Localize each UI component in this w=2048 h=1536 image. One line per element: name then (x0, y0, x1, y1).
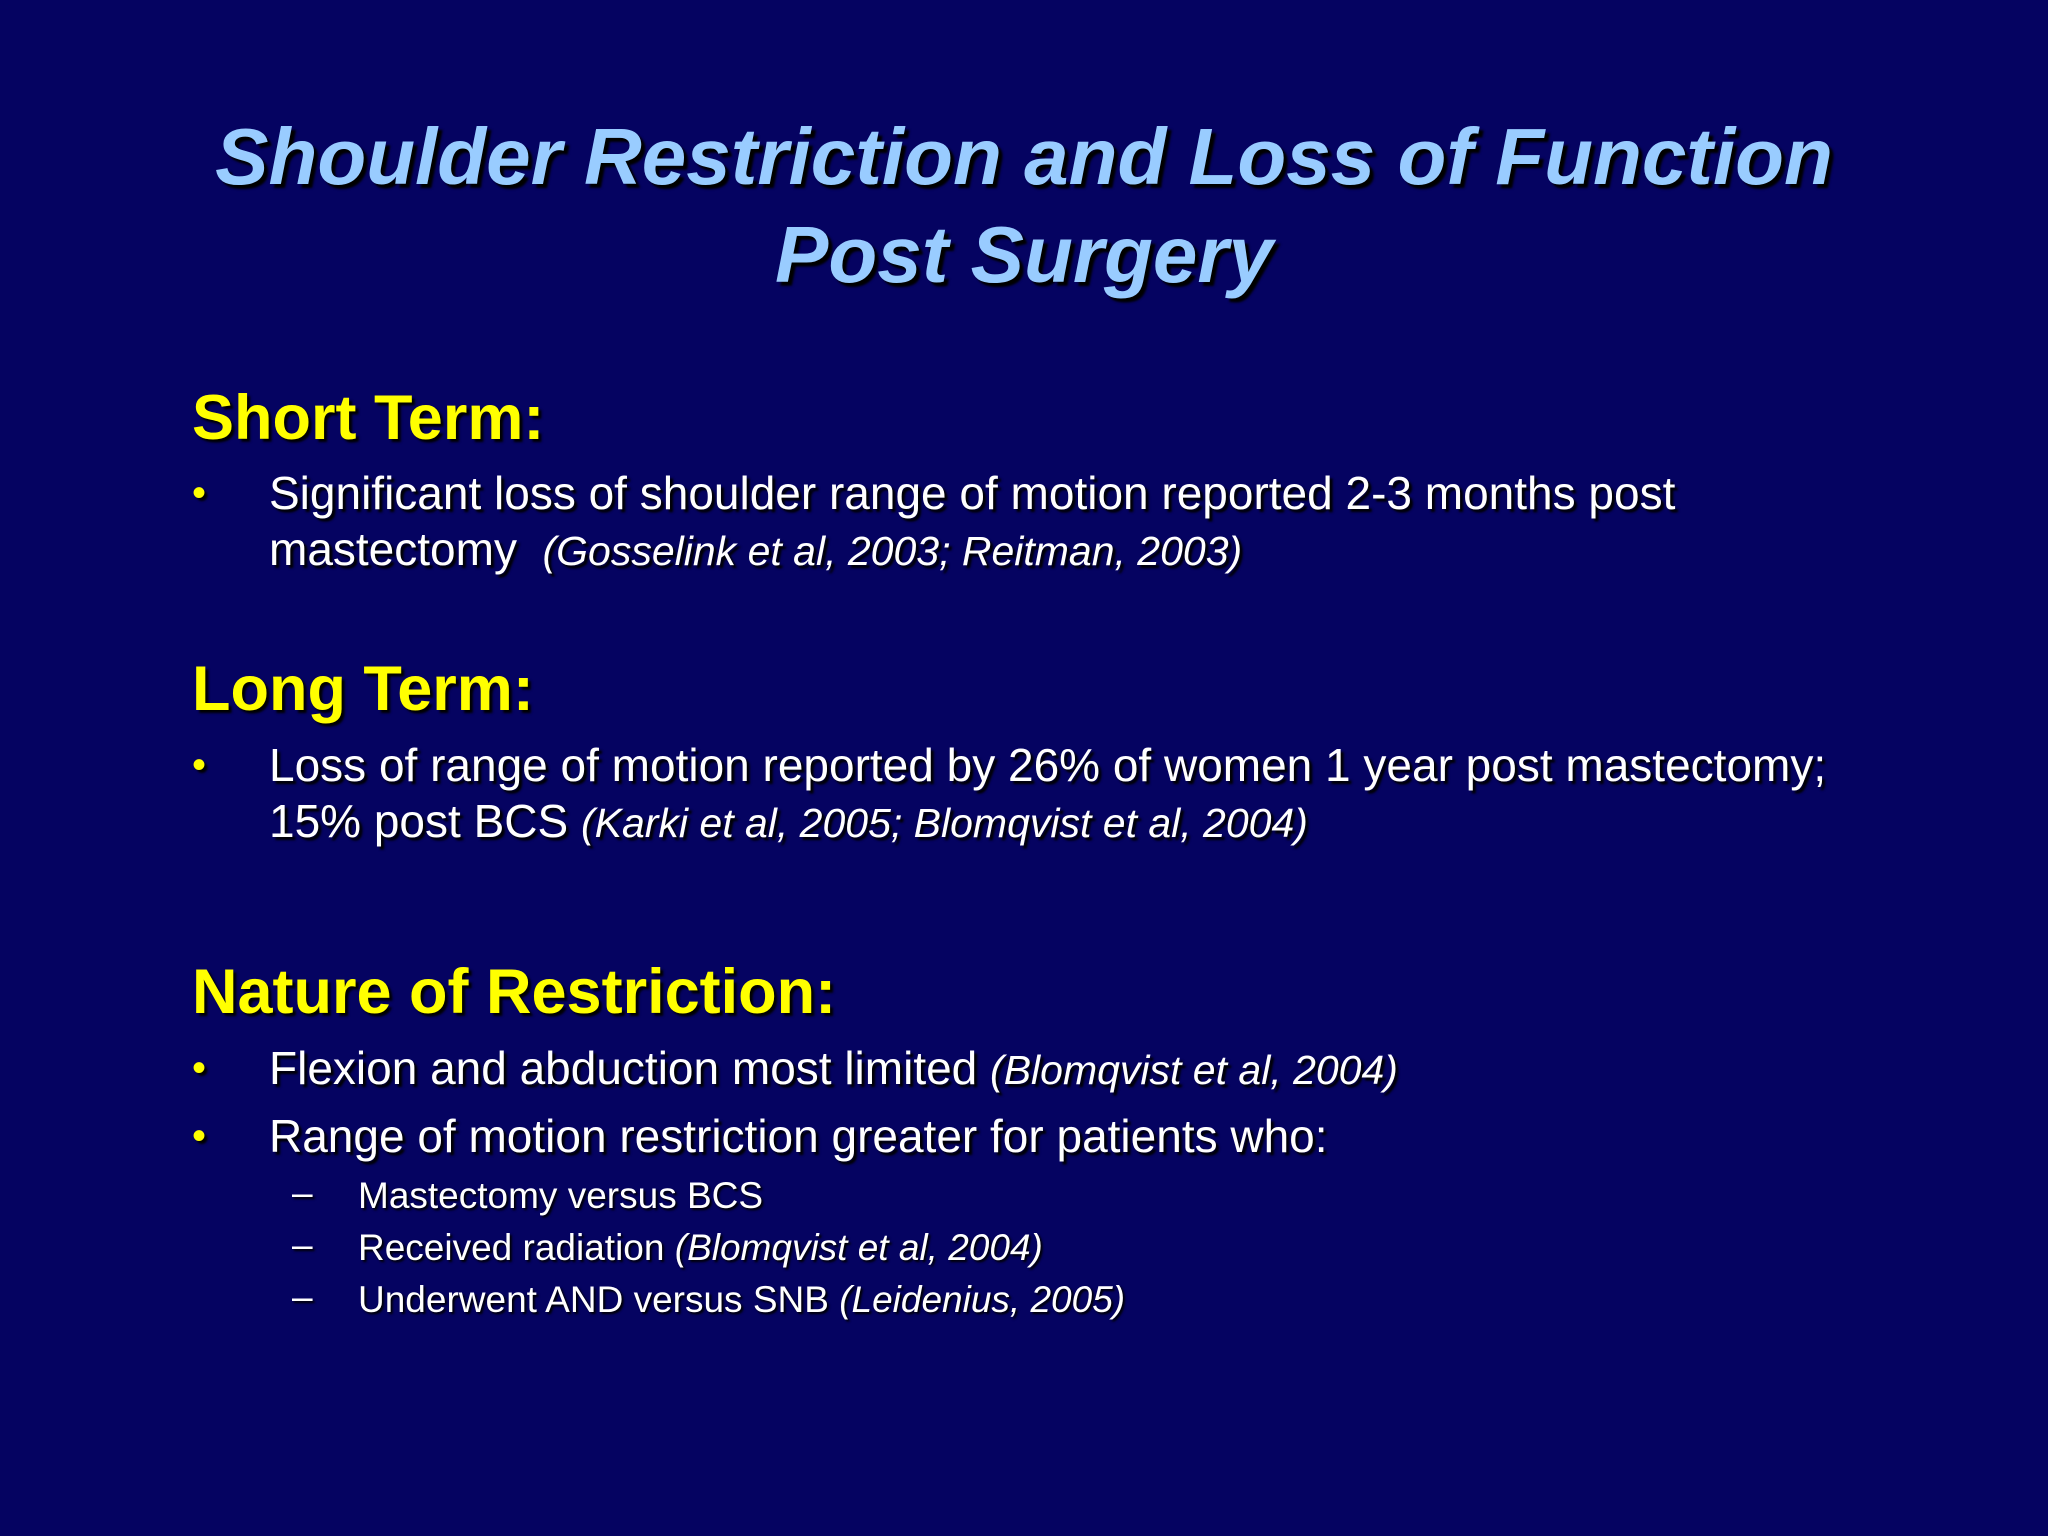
bullet-text (269, 1108, 1892, 1164)
citation: (Karki et al, 2005; Blomqvist et al, 2004) (580, 800, 1308, 846)
sub-bullet-text (358, 1170, 1892, 1222)
slide-title-line-1: Shoulder Restriction and Loss of Function (215, 112, 1833, 201)
citation: (Gosselink et al, 2003; Reitman, 2003) (542, 528, 1243, 574)
bullet-nature-2 (192, 1108, 1892, 1164)
heading-long-term: Long Term: (192, 654, 534, 724)
bullet-text (269, 737, 1892, 851)
bullet-body: Loss of range of motion reported by 26% of women 1 year post mastectomy; 15% post BCS (269, 739, 1827, 847)
bullet-text (269, 1040, 1892, 1098)
bullet-icon: • (192, 471, 207, 515)
dash-icon: – (292, 1172, 313, 1213)
sub-bullet-2 (292, 1222, 1892, 1274)
sub-bullet-1 (292, 1170, 1892, 1222)
sub-bullet-body: Mastectomy versus BCS (358, 1175, 764, 1216)
bullet-nature-1 (192, 1040, 1892, 1098)
dash-icon: – (292, 1224, 313, 1265)
dash-icon: – (292, 1276, 313, 1317)
citation: (Blomqvist et al, 2004) (674, 1227, 1043, 1268)
slide-title-line-2: Post Surgery (775, 210, 1273, 299)
citation: (Leidenius, 2005) (839, 1279, 1126, 1320)
sub-bullet-body: Underwent AND versus SNB (358, 1279, 829, 1320)
bullet-body: Flexion and abduction most limited (269, 1042, 978, 1094)
sub-bullet-3 (292, 1274, 1892, 1326)
citation: (Blomqvist et al, 2004) (990, 1047, 1398, 1093)
bullet-icon: • (192, 1046, 207, 1090)
bullet-body: Significant loss of shoulder range of motion reported 2-3 months post mastectomy (269, 467, 1676, 575)
sub-bullet-text (358, 1222, 1892, 1274)
sub-bullet-text (358, 1274, 1892, 1326)
heading-nature-of-restriction: Nature of Restriction: (192, 957, 837, 1027)
bullet-text (269, 465, 1892, 579)
slide-title (0, 108, 2048, 304)
bullet-icon: • (192, 743, 207, 787)
bullet-long-term-1 (192, 737, 1892, 851)
heading-short-term: Short Term: (192, 383, 545, 453)
bullet-icon: • (192, 1114, 207, 1158)
sub-bullet-body: Received radiation (358, 1227, 665, 1268)
bullet-short-term-1 (192, 465, 1892, 579)
bullet-body: Range of motion restriction greater for patients who: (269, 1110, 1328, 1162)
